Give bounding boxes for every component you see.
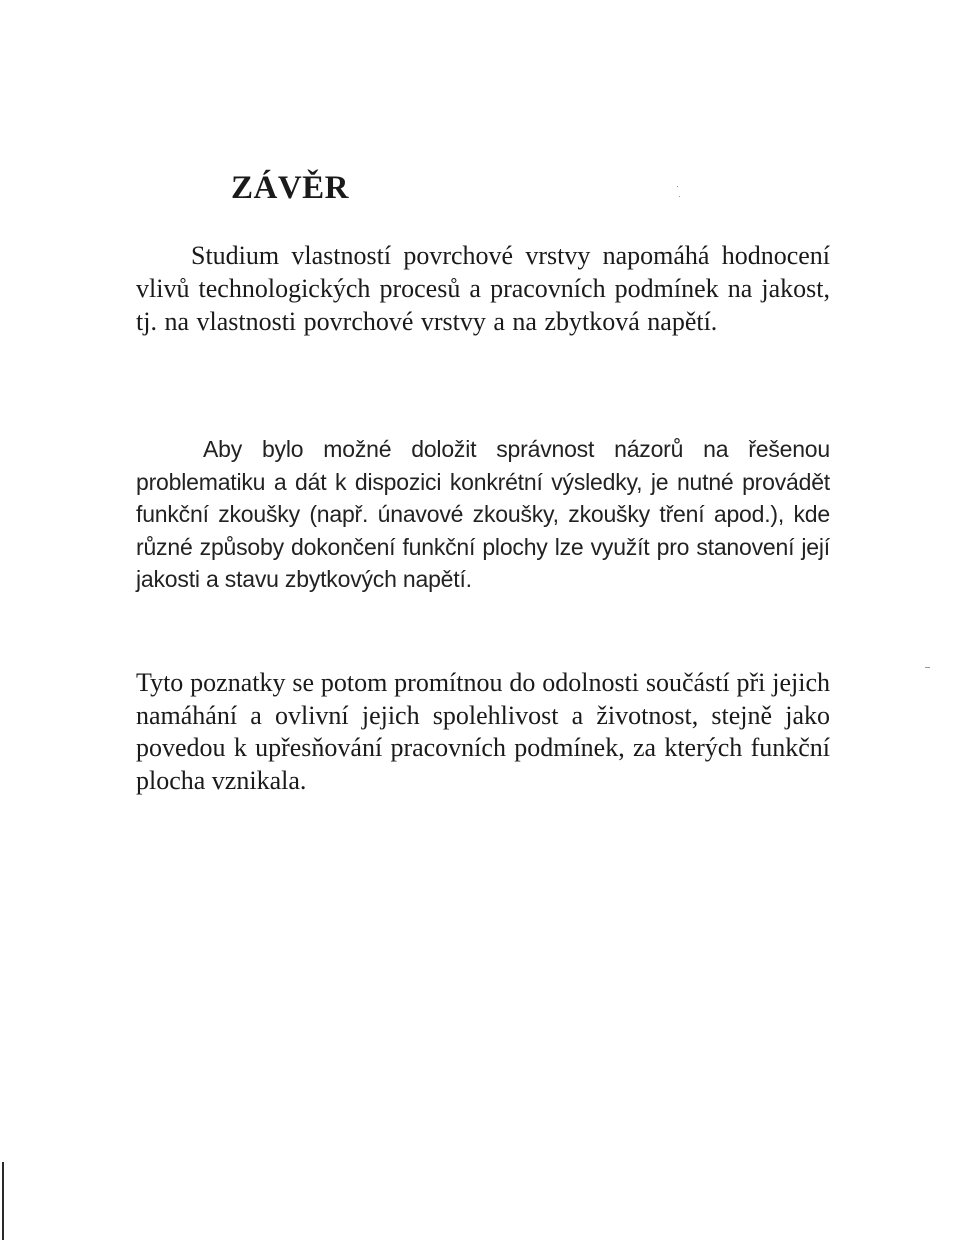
paragraph-1: Studium vlastností povrchové vrstvy napomáhá hodnocení vlivů technologických procesů a pracovních podmínek na jakost, tj. na vlastnosti povrchové vrstvy a na zbytková napětí. (136, 241, 830, 336)
scan-speck (677, 186, 678, 187)
section-heading: ZÁVĚR (231, 170, 350, 206)
scan-speck (925, 667, 930, 668)
paragraph-2: Aby bylo možné doložit správnost názorů na řešenou problematiku a dát k dispozici konkrétní výsledky, je nutné provádět funkční zkoušky (např. únavové zkoušky, zkoušky tření apod.), kde různé způsoby dokončení funkční plochy lze využít pro stanovení její jakosti a stavu zbytkových napětí. (136, 436, 830, 592)
scan-margin-line (2, 1162, 4, 1240)
paragraph-3: Tyto poznatky se potom promítnou do odolnosti součástí při jejich namáhání a ovlivní jejich spolehlivost a životnost, stejně jako povedou k upřesňování pracovních podmínek, za kterých funkční plocha vznikala. (136, 668, 830, 795)
scan-speck (679, 196, 680, 197)
